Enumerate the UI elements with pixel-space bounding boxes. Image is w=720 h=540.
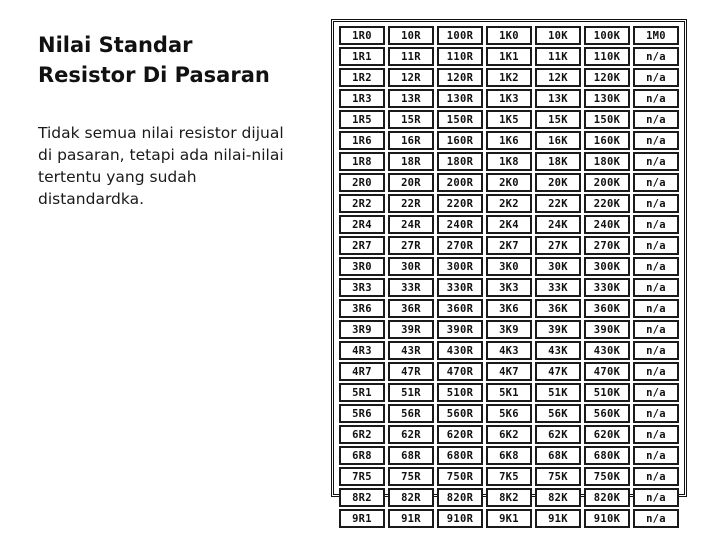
- table-cell: 56R: [388, 404, 434, 423]
- table-cell: 680K: [584, 446, 630, 465]
- table-row: [339, 236, 679, 255]
- table-cell: 18K: [535, 152, 581, 171]
- table-cell: 1M0: [633, 26, 679, 45]
- table-cell: 30K: [535, 257, 581, 276]
- table-cell: n/a: [633, 362, 679, 381]
- table-cell: 820R: [437, 488, 483, 507]
- table-cell: 1K1: [486, 47, 532, 66]
- table-cell: 39K: [535, 320, 581, 339]
- body-line: distandardka.: [38, 190, 145, 208]
- table-cell: 5R1: [339, 383, 385, 402]
- table-row: [339, 467, 679, 486]
- table-cell: 5R6: [339, 404, 385, 423]
- table-cell: 68K: [535, 446, 581, 465]
- table-cell: 3K0: [486, 257, 532, 276]
- table-cell: 910K: [584, 509, 630, 528]
- table-cell: n/a: [633, 488, 679, 507]
- table-cell: 20R: [388, 173, 434, 192]
- table-cell: 4K7: [486, 362, 532, 381]
- table-cell: n/a: [633, 68, 679, 87]
- table-cell: n/a: [633, 257, 679, 276]
- table-cell: 4K3: [486, 341, 532, 360]
- table-cell: n/a: [633, 194, 679, 213]
- table-cell: n/a: [633, 236, 679, 255]
- table-cell: 510K: [584, 383, 630, 402]
- table-cell: 560R: [437, 404, 483, 423]
- table-cell: 4R3: [339, 341, 385, 360]
- table-cell: 160K: [584, 131, 630, 150]
- table-cell: 6R8: [339, 446, 385, 465]
- table-cell: 47R: [388, 362, 434, 381]
- table-cell: 2K7: [486, 236, 532, 255]
- table-cell: 51R: [388, 383, 434, 402]
- table-cell: 1R1: [339, 47, 385, 66]
- table-cell: n/a: [633, 509, 679, 528]
- table-cell: 5K1: [486, 383, 532, 402]
- table-cell: 2K2: [486, 194, 532, 213]
- table-row: [339, 152, 679, 171]
- body-line: di pasaran, tetapi ada nilai-nilai: [38, 146, 284, 164]
- table-cell: 20K: [535, 173, 581, 192]
- table-cell: 15K: [535, 110, 581, 129]
- table-cell: 430R: [437, 341, 483, 360]
- table-cell: 220K: [584, 194, 630, 213]
- table-cell: 51K: [535, 383, 581, 402]
- table-cell: 16R: [388, 131, 434, 150]
- title-line: Resistor Di Pasaran: [38, 63, 270, 87]
- table-cell: 390K: [584, 320, 630, 339]
- table-cell: 330K: [584, 278, 630, 297]
- table-cell: 1R3: [339, 89, 385, 108]
- table-cell: 620K: [584, 425, 630, 444]
- table-cell: 130K: [584, 89, 630, 108]
- table-row: [339, 278, 679, 297]
- body-line: Tidak semua nilai resistor dijual: [38, 124, 284, 142]
- table-cell: 1K5: [486, 110, 532, 129]
- table-cell: 680R: [437, 446, 483, 465]
- table-cell: 43R: [388, 341, 434, 360]
- table-cell: 240R: [437, 215, 483, 234]
- resistor-table-body: [339, 26, 679, 528]
- table-row: [339, 446, 679, 465]
- table-cell: 270K: [584, 236, 630, 255]
- table-cell: 13R: [388, 89, 434, 108]
- table-cell: n/a: [633, 404, 679, 423]
- table-cell: 2R4: [339, 215, 385, 234]
- table-cell: 27R: [388, 236, 434, 255]
- table-cell: 1R6: [339, 131, 385, 150]
- table-cell: n/a: [633, 131, 679, 150]
- table-cell: 1R2: [339, 68, 385, 87]
- table-cell: 8K2: [486, 488, 532, 507]
- table-cell: 3K9: [486, 320, 532, 339]
- table-cell: 360K: [584, 299, 630, 318]
- table-cell: n/a: [633, 173, 679, 192]
- table-cell: 150R: [437, 110, 483, 129]
- table-cell: 300R: [437, 257, 483, 276]
- table-cell: n/a: [633, 152, 679, 171]
- table-row: [339, 89, 679, 108]
- table-cell: n/a: [633, 341, 679, 360]
- table-cell: 56K: [535, 404, 581, 423]
- table-cell: n/a: [633, 110, 679, 129]
- table-cell: 3R3: [339, 278, 385, 297]
- table-cell: 10R: [388, 26, 434, 45]
- table-cell: 3R9: [339, 320, 385, 339]
- table-cell: 820K: [584, 488, 630, 507]
- table-cell: 75R: [388, 467, 434, 486]
- table-cell: 110R: [437, 47, 483, 66]
- table-cell: 18R: [388, 152, 434, 171]
- table-cell: 68R: [388, 446, 434, 465]
- resistor-table-frame: [331, 19, 687, 525]
- table-cell: 27K: [535, 236, 581, 255]
- body-line: tertentu yang sudah: [38, 168, 197, 186]
- table-cell: 6R2: [339, 425, 385, 444]
- table-cell: 2R2: [339, 194, 385, 213]
- table-cell: 11K: [535, 47, 581, 66]
- table-cell: n/a: [633, 383, 679, 402]
- table-row: [339, 257, 679, 276]
- table-row: [339, 404, 679, 423]
- table-cell: 4R7: [339, 362, 385, 381]
- table-cell: 9R1: [339, 509, 385, 528]
- title-line: Nilai Standar: [38, 33, 193, 57]
- slide-title: [38, 30, 318, 90]
- table-cell: 24K: [535, 215, 581, 234]
- table-cell: 470K: [584, 362, 630, 381]
- table-cell: 16K: [535, 131, 581, 150]
- table-cell: 3K6: [486, 299, 532, 318]
- table-cell: 12K: [535, 68, 581, 87]
- table-cell: 47K: [535, 362, 581, 381]
- table-cell: 10K: [535, 26, 581, 45]
- table-cell: 160R: [437, 131, 483, 150]
- table-cell: 30R: [388, 257, 434, 276]
- table-cell: 2K0: [486, 173, 532, 192]
- table-cell: 1R5: [339, 110, 385, 129]
- table-cell: 750K: [584, 467, 630, 486]
- table-cell: n/a: [633, 425, 679, 444]
- table-cell: n/a: [633, 320, 679, 339]
- table-row: [339, 47, 679, 66]
- table-cell: 1K8: [486, 152, 532, 171]
- table-cell: 36K: [535, 299, 581, 318]
- table-cell: 6K2: [486, 425, 532, 444]
- slide-body: [38, 122, 323, 210]
- table-cell: 1K6: [486, 131, 532, 150]
- table-row: [339, 383, 679, 402]
- table-row: [339, 341, 679, 360]
- table-cell: n/a: [633, 467, 679, 486]
- table-cell: 7R5: [339, 467, 385, 486]
- table-cell: 24R: [388, 215, 434, 234]
- table-cell: 1R0: [339, 26, 385, 45]
- table-cell: 82R: [388, 488, 434, 507]
- table-row: [339, 425, 679, 444]
- table-cell: n/a: [633, 278, 679, 297]
- table-row: [339, 509, 679, 528]
- table-cell: 15R: [388, 110, 434, 129]
- table-cell: 200K: [584, 173, 630, 192]
- table-cell: 9K1: [486, 509, 532, 528]
- table-cell: 390R: [437, 320, 483, 339]
- table-cell: 2K4: [486, 215, 532, 234]
- table-cell: 5K6: [486, 404, 532, 423]
- table-row: [339, 131, 679, 150]
- table-cell: 2R7: [339, 236, 385, 255]
- table-cell: 300K: [584, 257, 630, 276]
- table-cell: 180R: [437, 152, 483, 171]
- table-cell: 6K8: [486, 446, 532, 465]
- table-cell: 22K: [535, 194, 581, 213]
- table-cell: 82K: [535, 488, 581, 507]
- table-row: [339, 194, 679, 213]
- table-row: [339, 173, 679, 192]
- table-cell: 91K: [535, 509, 581, 528]
- table-row: [339, 68, 679, 87]
- table-row: [339, 362, 679, 381]
- table-cell: 75K: [535, 467, 581, 486]
- table-cell: 360R: [437, 299, 483, 318]
- table-row: [339, 299, 679, 318]
- table-cell: 130R: [437, 89, 483, 108]
- table-row: [339, 110, 679, 129]
- table-cell: 510R: [437, 383, 483, 402]
- table-row: [339, 26, 679, 45]
- table-cell: n/a: [633, 47, 679, 66]
- resistor-values-table: [336, 24, 682, 530]
- table-cell: 3R0: [339, 257, 385, 276]
- table-cell: 39R: [388, 320, 434, 339]
- table-cell: 2R0: [339, 173, 385, 192]
- table-cell: 100R: [437, 26, 483, 45]
- table-cell: n/a: [633, 215, 679, 234]
- table-cell: 7K5: [486, 467, 532, 486]
- table-cell: 240K: [584, 215, 630, 234]
- table-cell: 43K: [535, 341, 581, 360]
- table-cell: 910R: [437, 509, 483, 528]
- table-cell: n/a: [633, 299, 679, 318]
- table-cell: 12R: [388, 68, 434, 87]
- table-cell: 1K2: [486, 68, 532, 87]
- table-row: [339, 215, 679, 234]
- table-cell: 91R: [388, 509, 434, 528]
- table-cell: 33K: [535, 278, 581, 297]
- table-cell: 560K: [584, 404, 630, 423]
- table-cell: 22R: [388, 194, 434, 213]
- table-cell: 1K3: [486, 89, 532, 108]
- table-cell: 150K: [584, 110, 630, 129]
- table-cell: 200R: [437, 173, 483, 192]
- table-cell: 11R: [388, 47, 434, 66]
- table-cell: 110K: [584, 47, 630, 66]
- table-cell: 8R2: [339, 488, 385, 507]
- table-cell: 62R: [388, 425, 434, 444]
- table-cell: 120K: [584, 68, 630, 87]
- table-cell: 180K: [584, 152, 630, 171]
- table-cell: 3R6: [339, 299, 385, 318]
- table-cell: 220R: [437, 194, 483, 213]
- table-cell: 330R: [437, 278, 483, 297]
- table-cell: 3K3: [486, 278, 532, 297]
- table-cell: n/a: [633, 89, 679, 108]
- table-cell: 100K: [584, 26, 630, 45]
- table-row: [339, 488, 679, 507]
- table-cell: 33R: [388, 278, 434, 297]
- table-row: [339, 320, 679, 339]
- table-cell: 270R: [437, 236, 483, 255]
- table-cell: 1R8: [339, 152, 385, 171]
- table-cell: 1K0: [486, 26, 532, 45]
- table-cell: 750R: [437, 467, 483, 486]
- table-cell: 430K: [584, 341, 630, 360]
- table-cell: 120R: [437, 68, 483, 87]
- table-cell: 62K: [535, 425, 581, 444]
- table-cell: 470R: [437, 362, 483, 381]
- table-cell: 620R: [437, 425, 483, 444]
- table-cell: n/a: [633, 446, 679, 465]
- table-cell: 36R: [388, 299, 434, 318]
- table-cell: 13K: [535, 89, 581, 108]
